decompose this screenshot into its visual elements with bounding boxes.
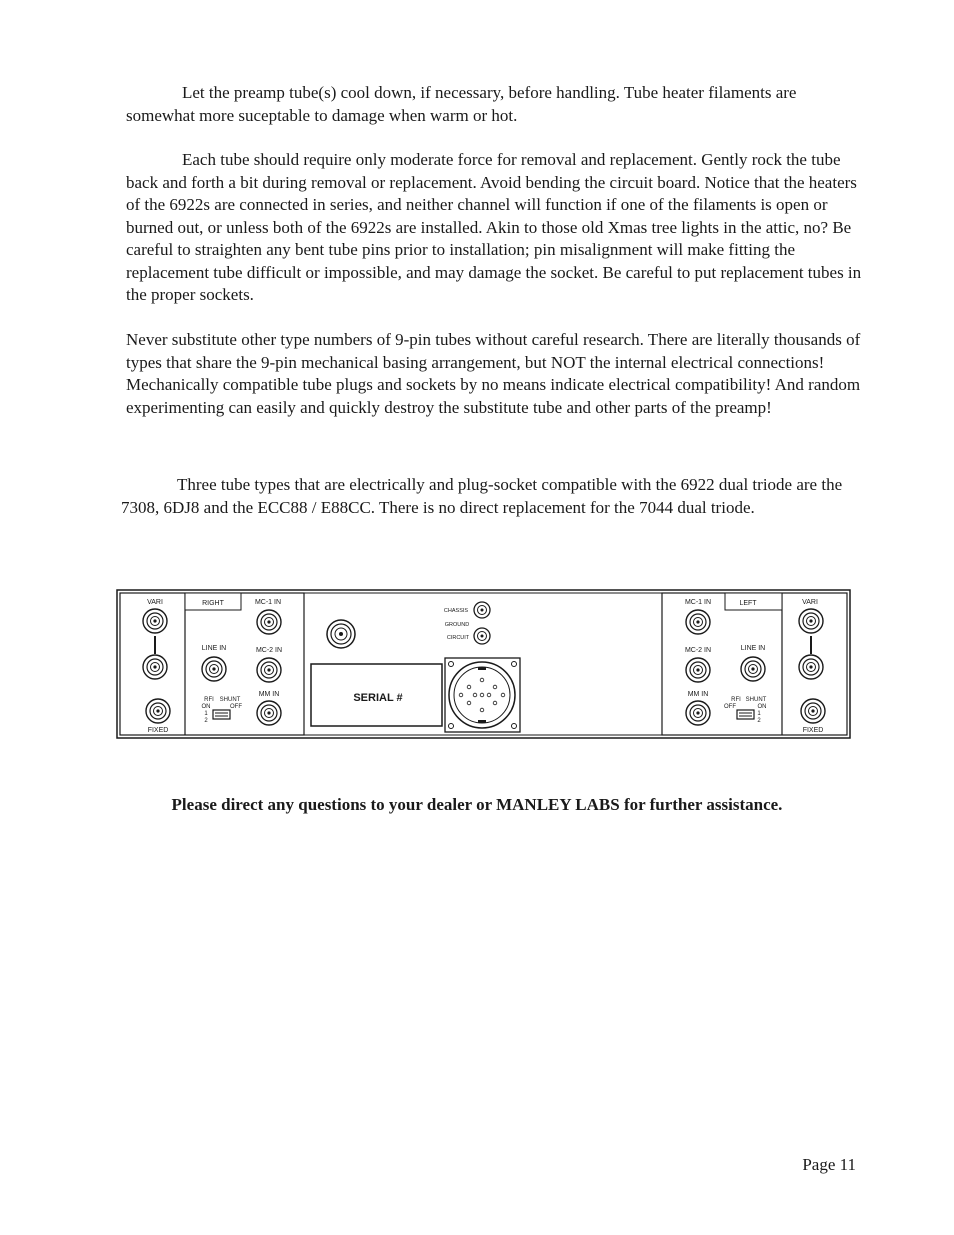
ground-label: GROUND [444, 622, 470, 628]
left-off-label: OFF [724, 704, 736, 710]
left-mc2-label: MC-2 IN [684, 647, 712, 654]
left-mm-label: MM IN [687, 691, 709, 698]
paragraph-compatible-tubes: Three tube types that are electrically and plug-socket compatible with the 6922 dual triode are the 7308, 6DJ8 and the ECC88 / E88CC. There is no direct replacement for the 7044 dual triode. [121, 475, 843, 517]
right-on-label: ON [201, 704, 211, 710]
right-mc1-label: MC-1 IN [254, 599, 282, 606]
left-line-label: LINE IN [740, 645, 766, 652]
left-on-label: ON [757, 704, 767, 710]
right-line-label: LINE IN [201, 645, 227, 652]
left-mm-jack[interactable] [686, 701, 710, 725]
right-vari-label: VARI [147, 599, 163, 606]
paragraph-cooling: Let the preamp tube(s) cool down, if necessary, before handling. Tube heater filaments are somewhat more suceptable to damage when warm or hot. [126, 83, 797, 125]
chassis-label: CHASSIS [443, 608, 469, 614]
right-channel-label: RIGHT [202, 600, 224, 607]
left-vari-jack[interactable] [799, 609, 823, 633]
left-fixed-jack[interactable] [801, 699, 825, 723]
chassis-ground-post[interactable] [474, 602, 490, 618]
right-mc2-label: MC-2 IN [255, 647, 283, 654]
right-off-label: OFF [230, 704, 242, 710]
left-channel-section [662, 593, 847, 735]
left-mc1-label: MC-1 IN [684, 599, 712, 606]
page-number: Page 11 [802, 1155, 856, 1174]
paragraph-tube-removal: Each tube should require only moderate force for removal and replacement. Gently rock the tube back and forth a bit during removal or replacement. Avoid bending the circuit board. Notice that the heaters of the 6922s are connected in series, and neither channel will function if one of the filaments is open or burned out, or unless both of the 6922s are installed. Akin to those old Xmas tree lights in the attic, no? Be careful to straighten any bent tube pins prior to installation; pin misalignment will make fitting the replacement tube difficult or impossible, and may damage the socket. Be careful to put replacement tubes in the proper sockets. [126, 150, 862, 304]
left-rfi-shunt-switch[interactable] [737, 710, 754, 719]
left-mc1-jack[interactable] [686, 610, 710, 634]
right-vari-jack[interactable] [143, 609, 167, 633]
right-mm-label: MM IN [258, 691, 280, 698]
closing-assistance-note: Please direct any questions to your dealer or MANLEY LABS for further assistance. [171, 795, 783, 814]
left-channel-label: LEFT [739, 600, 757, 607]
right-pos1-label: 1 [204, 711, 208, 717]
center-large-jack[interactable] [327, 620, 355, 648]
right-mc2-jack[interactable] [257, 658, 281, 682]
right-middle-jack[interactable] [143, 655, 167, 679]
left-mc2-jack[interactable] [686, 658, 710, 682]
right-line-jack[interactable] [202, 657, 226, 681]
right-mm-jack[interactable] [257, 701, 281, 725]
paragraph-substitution-warning: Never substitute other type numbers of 9-pin tubes without careful research. There are literally thousands of types that share the 9-pin mechanical basing arrangement, but NOT the internal electrical connections! Mechanically compatible tube plugs and sockets by no means indicate electrical compatibility! And random experimenting can easily and quickly destroy the substitute tube and other parts of the preamp! [126, 330, 861, 417]
right-mc1-jack[interactable] [257, 610, 281, 634]
rear-panel-diagram [116, 589, 851, 739]
circuit-ground-post[interactable] [474, 628, 490, 644]
right-pos2-label: 2 [204, 718, 208, 724]
right-fixed-jack[interactable] [146, 699, 170, 723]
left-line-jack[interactable] [741, 657, 765, 681]
left-vari-label: VARI [802, 599, 818, 606]
right-rfi-label: RFI [204, 697, 214, 703]
power-connector[interactable] [445, 658, 520, 732]
right-rfi-shunt-switch[interactable] [213, 710, 230, 719]
right-channel-section [120, 593, 304, 735]
left-pos1-label: 1 [757, 711, 761, 717]
left-rfi-label: RFI [731, 697, 741, 703]
left-shunt-label: SHUNT [745, 697, 767, 703]
right-fixed-label: FIXED [147, 727, 169, 734]
left-middle-jack[interactable] [799, 655, 823, 679]
left-pos2-label: 2 [757, 718, 761, 724]
right-shunt-label: SHUNT [219, 697, 241, 703]
serial-number-label: SERIAL # [353, 692, 403, 704]
circuit-label: CIRCUIT [446, 635, 470, 641]
center-section [311, 602, 520, 732]
left-fixed-label: FIXED [802, 727, 824, 734]
